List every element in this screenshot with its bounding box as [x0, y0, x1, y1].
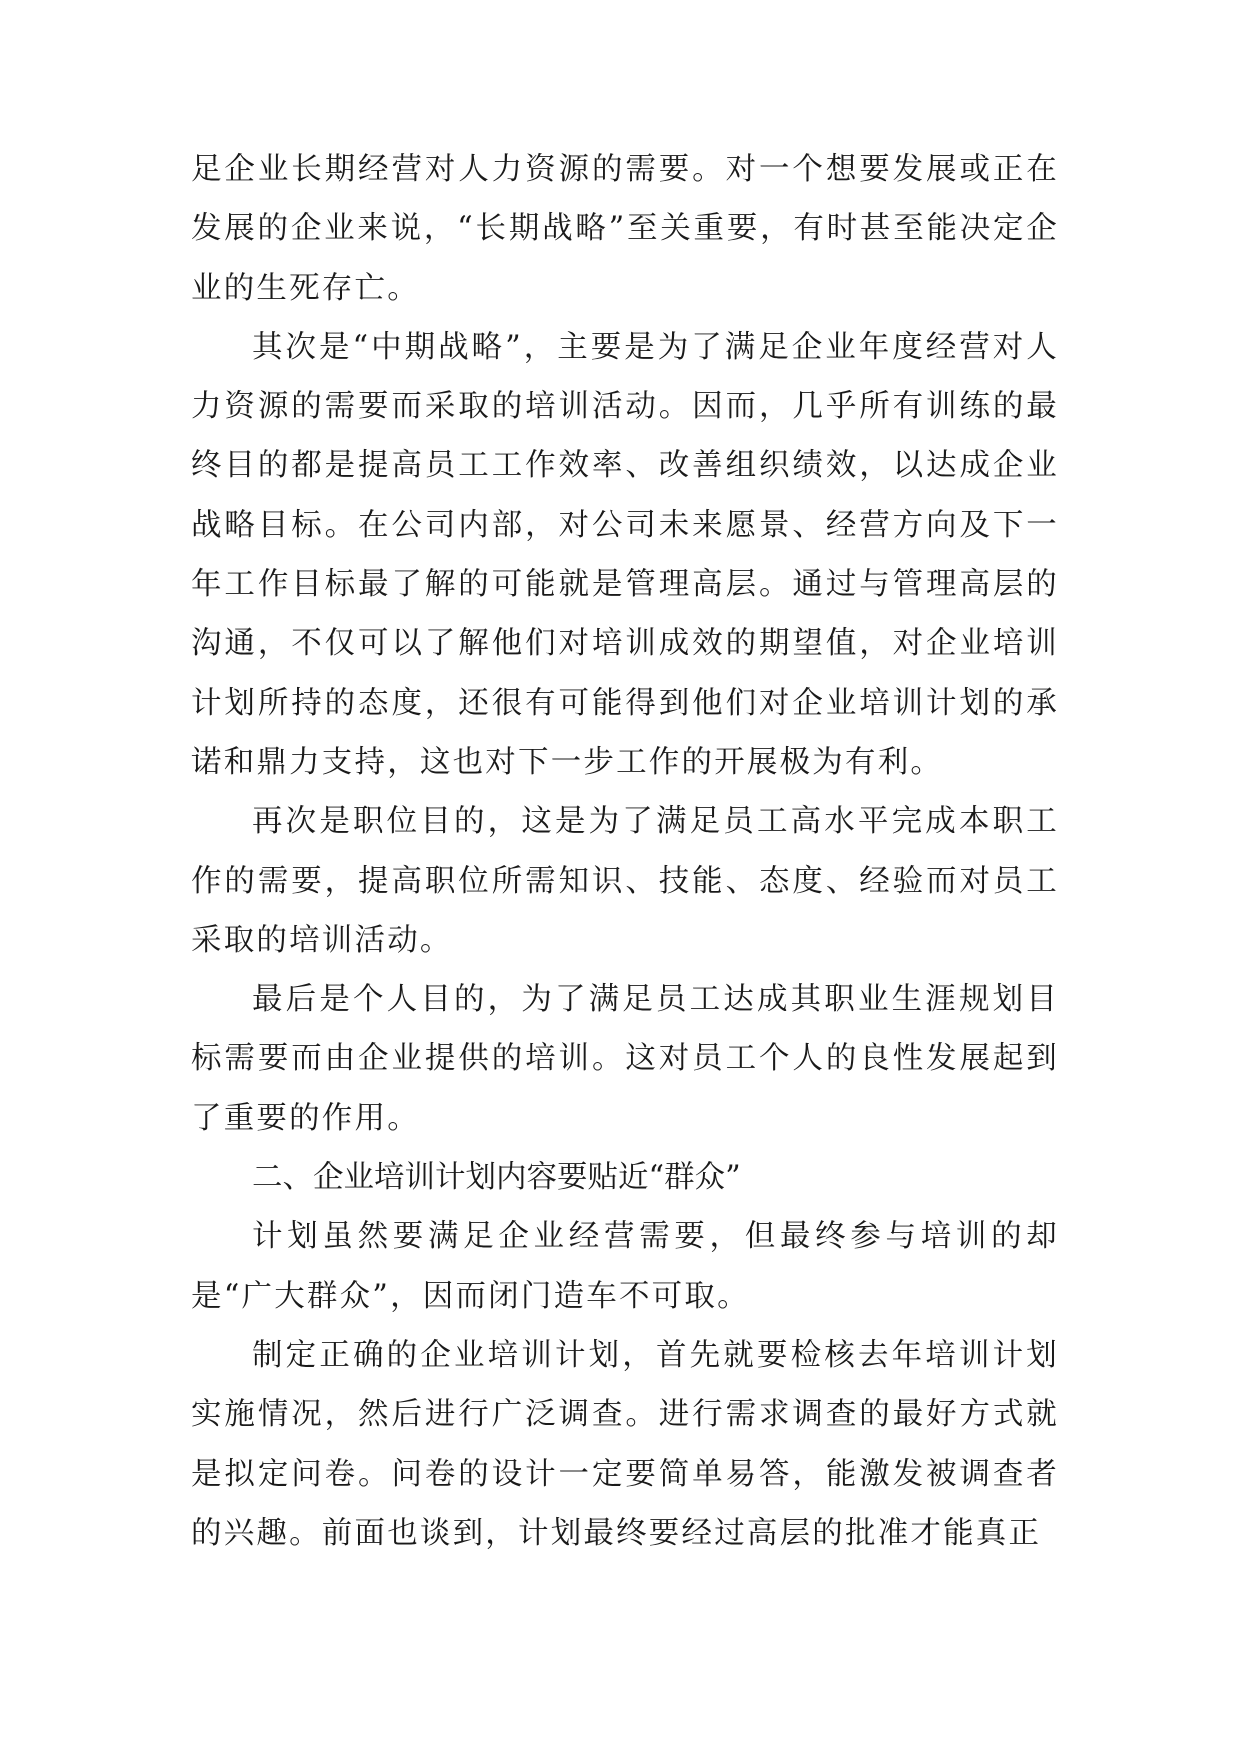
- document-body: [191, 140, 1059, 1563]
- paragraph-mid-term-strategy: 其次是“中期战略”，主要是为了满足企业年度经营对人力资源的需要而采取的培训活动。因而，几乎所有训练的最终目的都是提高员工工作效率、改善组织绩效，以达成企业战略目标。在公司内部，对公司未来愿景、经营方向及下一年工作目标最了解的可能就是管理高层。通过与管理高层的沟通，不仅可以了解他们对培训成效的期望值，对企业培训计划所持的态度，还很有可能得到他们对企业培训计划的承诺和鼎力支持，这也对下一步工作的开展极为有利。: [191, 329, 1059, 780]
- paragraph-personal-purpose: 最后是个人目的，为了满足员工达成其职业生涯规划目标需要而由企业提供的培训。这对员工个人的良性发展起到了重要的作用。: [191, 982, 1059, 1136]
- paragraph-position-purpose: 再次是职位目的，这是为了满足员工高水平完成本职工作的需要，提高职位所需知识、技能、态度、经验而对员工采取的培训活动。: [191, 804, 1059, 958]
- section-heading-2: 二、企业培训计划内容要贴近“群众”: [252, 1160, 741, 1196]
- paragraph-plan-needs: 计划虽然要满足企业经营需要，但最终参与培训的却是“广大群众”，因而闭门造车不可取。: [191, 1219, 1059, 1314]
- paragraph-plan-formulation: 制定正确的企业培训计划，首先就要检核去年培训计划实施情况，然后进行广泛调查。进行需求调查的最好方式就是拟定问卷。问卷的设计一定要简单易答，能激发被调查者的兴趣。前面也谈到，计划最终要经过高层的批准才能真正: [191, 1337, 1059, 1551]
- paragraph-long-term-strategy-continued: 足企业长期经营对人力资源的需要。对一个想要发展或正在发展的企业来说，“长期战略”至关重要，有时甚至能决定企业的生死存亡。: [191, 152, 1059, 306]
